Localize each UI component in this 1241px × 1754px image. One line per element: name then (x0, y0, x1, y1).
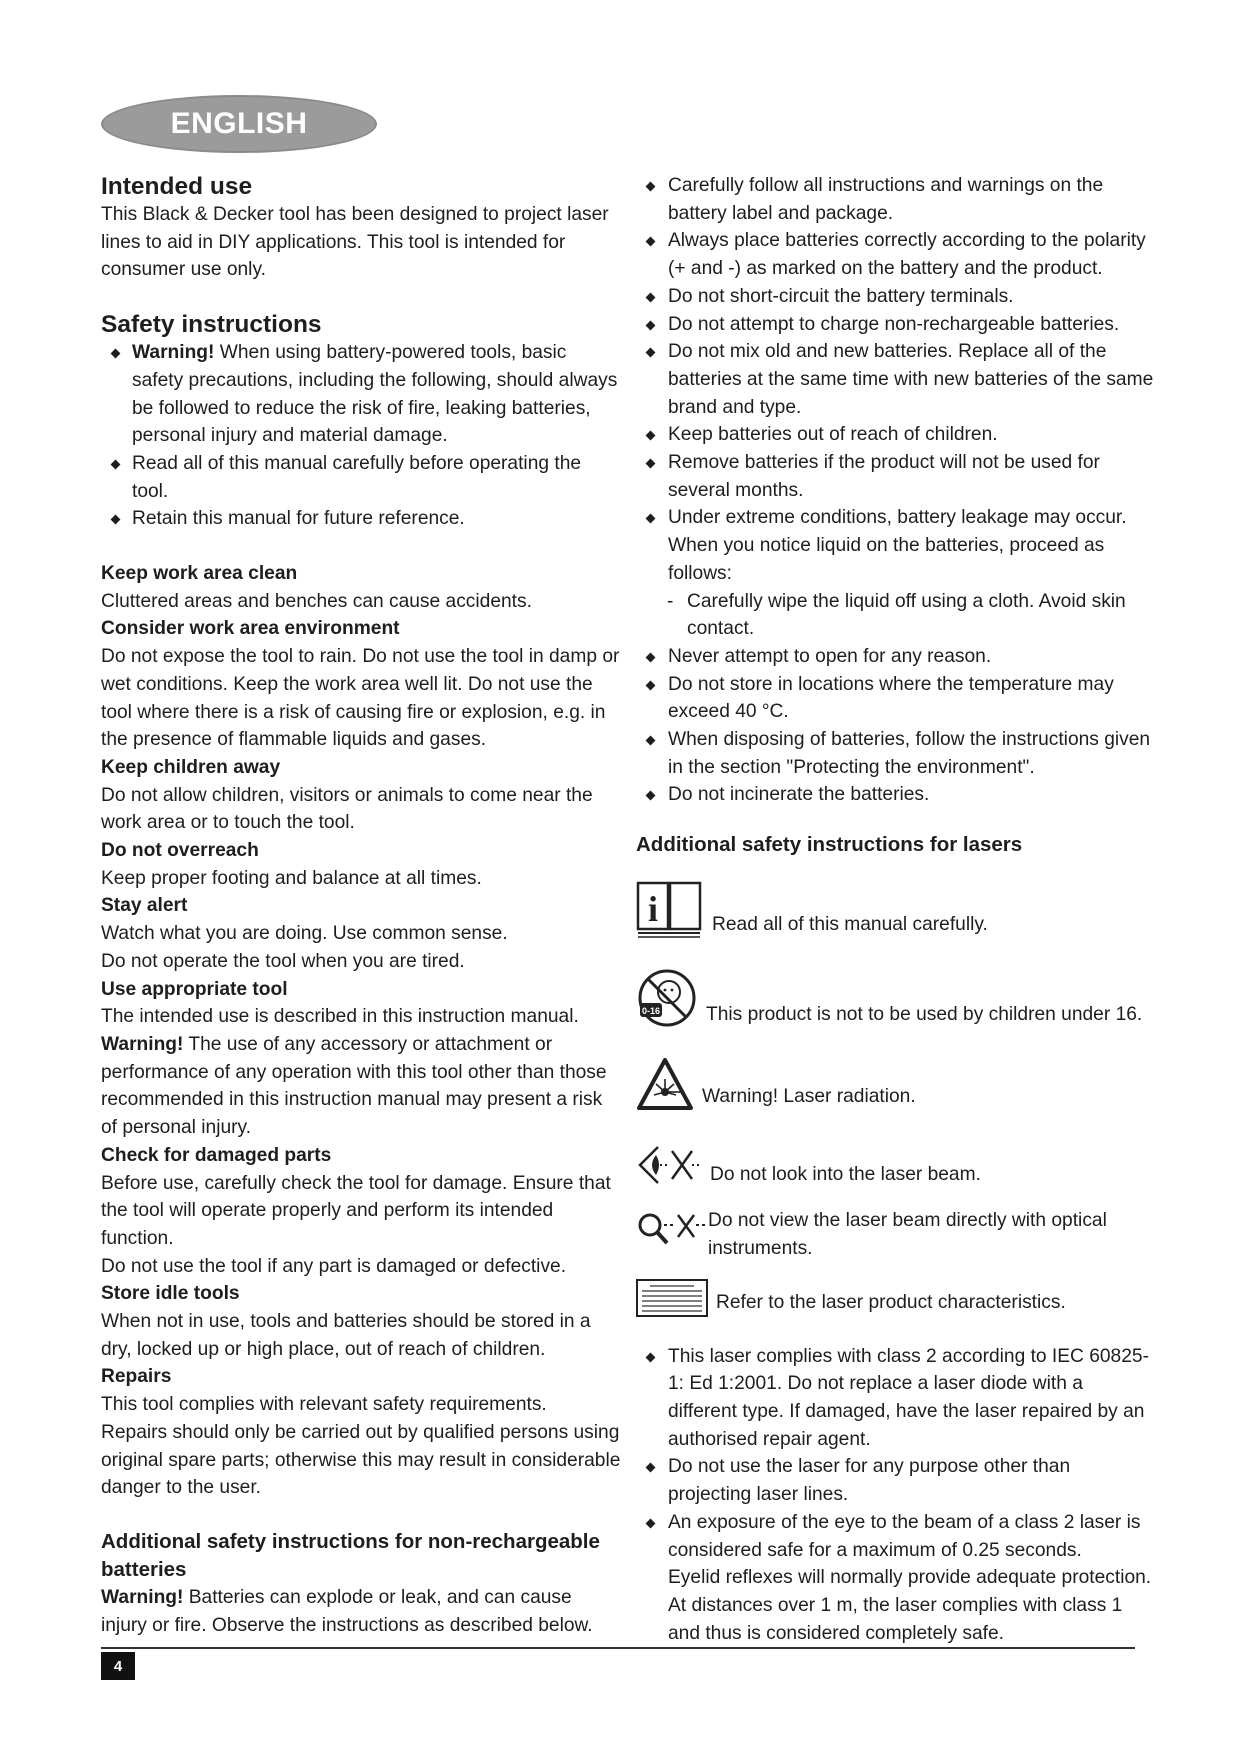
section-text: When not in use, tools and batteries should be stored in a dry, locked up or high place, out of reach of children. (101, 1311, 591, 1360)
list-item (636, 172, 1156, 227)
section-text: Cluttered areas and benches can cause accidents. (101, 590, 532, 612)
language-badge (101, 95, 377, 153)
list-item-text: This laser complies with class 2 according to IEC 60825-1: Ed 1:2001. Do not replace a laser diode with a different type. If damaged, have the laser repaired by an authorised repair agent. (668, 1345, 1149, 1450)
list-item (636, 1343, 1156, 1454)
list-item-text: Remove batteries if the product will not be used for several months. (668, 452, 1100, 501)
symbol-row (636, 1279, 1156, 1317)
list-item (636, 283, 1156, 311)
section-title: Check for damaged parts (101, 1144, 332, 1166)
symbol-text: Read all of this manual carefully. (712, 914, 988, 936)
section-title: Do not overreach (101, 840, 259, 862)
list-item (636, 449, 1156, 504)
section-text: Keep proper footing and balance at all times. (101, 867, 482, 889)
language-label: ENGLISH (170, 107, 308, 140)
footer-rule (101, 1647, 1135, 1649)
list-item (636, 338, 1156, 421)
list-item-text: When disposing of batteries, follow the instructions given in the section "Protecting the environment". (668, 729, 1151, 778)
warning-label: Warning! (101, 1586, 184, 1608)
list-item-text: An exposure of the eye to the beam of a class 2 laser is considered safe for a maximum of 0.25 seconds. (668, 1511, 1141, 1561)
section-title: Store idle tools (101, 1283, 240, 1305)
laser-warning-icon (636, 1057, 694, 1111)
symbol-text: Refer to the laser product characteristics. (716, 1291, 1066, 1313)
section-text: Watch what you are doing. Use common sense. (101, 923, 508, 945)
substep-text: Carefully wipe the liquid off using a cloth. Avoid skin contact. (687, 590, 1126, 640)
section-title: Use appropriate tool (101, 978, 288, 1000)
list-item (636, 1453, 1156, 1508)
intended-use-heading: Intended use (101, 173, 253, 200)
list-item-text: Never attempt to open for any reason. (668, 645, 992, 667)
list-item-text: Eyelid reflexes will normally provide adequate protection. (668, 1567, 1152, 1589)
list-item (101, 450, 621, 505)
section-text: The intended use is described in this instruction manual. (101, 1006, 579, 1028)
age-badge-text: 0-16 (641, 1006, 661, 1017)
safety-list (101, 339, 621, 533)
list-item-text: Do not attempt to charge non-rechargeable batteries. (668, 313, 1120, 335)
warning-text: The use of any accessory or attachment or performance of any operation with this tool other than those recommended in this instruction manual may present a risk of personal injury. (101, 1033, 607, 1139)
section-title: Repairs (101, 1366, 172, 1388)
warning-text: Batteries can explode or leak, and can cause injury or fire. Observe the instructions as described below. (101, 1586, 593, 1636)
symbol-row (636, 967, 1156, 1029)
list-item-text: Always place batteries correctly according to the polarity (+ and -) as marked on the battery and the product. (668, 230, 1146, 280)
symbol-text: Do not view the laser beam directly with optical instruments. (708, 1210, 1107, 1259)
symbol-text: This product is not to be used by children under 16. (706, 1004, 1143, 1026)
list-item (636, 643, 1156, 671)
symbol-row (636, 1209, 1156, 1262)
symbol-row (636, 1141, 1156, 1189)
list-item-text: At distances over 1 m, the laser complies with class 1 and thus is considered completely safe. (668, 1594, 1123, 1644)
section-text: This tool complies with relevant safety requirements. (101, 1394, 547, 1416)
laser-list (636, 1343, 1156, 1648)
section-text: Do not use the tool if any part is damaged or defective. (101, 1255, 567, 1277)
list-item-text: Carefully follow all instructions and warnings on the battery label and package. (668, 175, 1104, 224)
dash-marker: - (667, 590, 674, 612)
list-item-text: Under extreme conditions, battery leakage may occur. When you notice liquid on the batteries, proceed as follows: (668, 507, 1127, 584)
batteries-warning (101, 1584, 621, 1639)
list-item-text: When using battery-powered tools, basic safety precautions, including the following, should always be followed to reduce the risk of fire, leaking batteries, personal injury and material damage. (132, 342, 618, 447)
symbol-row (636, 1057, 1156, 1111)
list-item (636, 781, 1156, 809)
section-text: Do not expose the tool to rain. Do not use the tool in damp or wet conditions. Keep the work area well lit. Do not use the tool where there is a risk of causing fire or explosion, e.g. in the presence of flammable liquids and gases. (101, 646, 620, 751)
left-column (101, 172, 621, 1639)
svg-text:i: i (647, 889, 659, 930)
section-text: Do not operate the tool when you are tired. (101, 950, 465, 972)
no-optical-instrument-icon (636, 1209, 706, 1253)
safety-heading: Safety instructions (101, 311, 322, 339)
list-item (636, 227, 1156, 282)
list-item-text: Do not short-circuit the battery terminals. (668, 285, 1014, 307)
list-item-text: Do not store in locations where the temperature may exceed 40 °C. (668, 673, 1114, 723)
list-item-text: Retain this manual for future reference. (132, 508, 465, 530)
page-number: 4 (101, 1652, 135, 1680)
list-item (636, 1509, 1156, 1648)
symbol-row (636, 881, 1156, 939)
list-item (636, 504, 1156, 587)
list-item (636, 311, 1156, 339)
symbol-text: Warning! Laser radiation. (702, 1086, 916, 1108)
laser-label-icon (636, 1279, 708, 1317)
section-text: Repairs should only be carried out by qualified persons using original spare parts; otherwise this may result in considerable danger to the user. (101, 1421, 621, 1499)
battery-list (636, 172, 1156, 588)
list-item-text: Do not use the laser for any purpose other than projecting laser lines. (668, 1456, 1071, 1506)
warning-label: Warning! (101, 1033, 184, 1055)
right-column (636, 172, 1156, 1647)
manual-info-icon (636, 881, 704, 939)
no-eye-beam-icon (636, 1141, 702, 1189)
no-children-icon (636, 967, 698, 1029)
list-item-text: Do not mix old and new batteries. Replace all of the batteries at the same time with new batteries of the same brand and type. (668, 341, 1154, 418)
list-item-text: Keep batteries out of reach of children. (668, 424, 998, 446)
list-item (636, 726, 1156, 781)
section-title: Keep work area clean (101, 563, 298, 585)
section-text: Before use, carefully check the tool for damage. Ensure that the tool will operate properly and perform its intended function. (101, 1172, 611, 1249)
section-title: Keep children away (101, 756, 281, 778)
section-text: Do not allow children, visitors or animals to come near the work area or to touch the tool. (101, 784, 593, 834)
laser-heading: Additional safety instructions for lasers (636, 833, 1023, 857)
list-item (101, 339, 621, 450)
leakage-substep (636, 588, 1156, 643)
intended-use-text: This Black & Decker tool has been designed to project laser lines to aid in DIY applications. This tool is intended for consumer use only. (101, 204, 609, 281)
warning-label: Warning! (132, 342, 215, 364)
battery-list-2 (636, 643, 1156, 809)
list-item (636, 421, 1156, 449)
section-title: Consider work area environment (101, 618, 400, 640)
symbol-text: Do not look into the laser beam. (710, 1164, 981, 1186)
list-item-text: Do not incinerate the batteries. (668, 784, 930, 806)
warning-paragraph (101, 1031, 621, 1142)
list-item (636, 671, 1156, 726)
section-title: Stay alert (101, 895, 188, 917)
list-item (101, 505, 621, 533)
batteries-heading: Additional safety instructions for non-rechargeable batteries (101, 1529, 600, 1581)
list-item-text: Read all of this manual carefully before operating the tool. (132, 452, 582, 502)
